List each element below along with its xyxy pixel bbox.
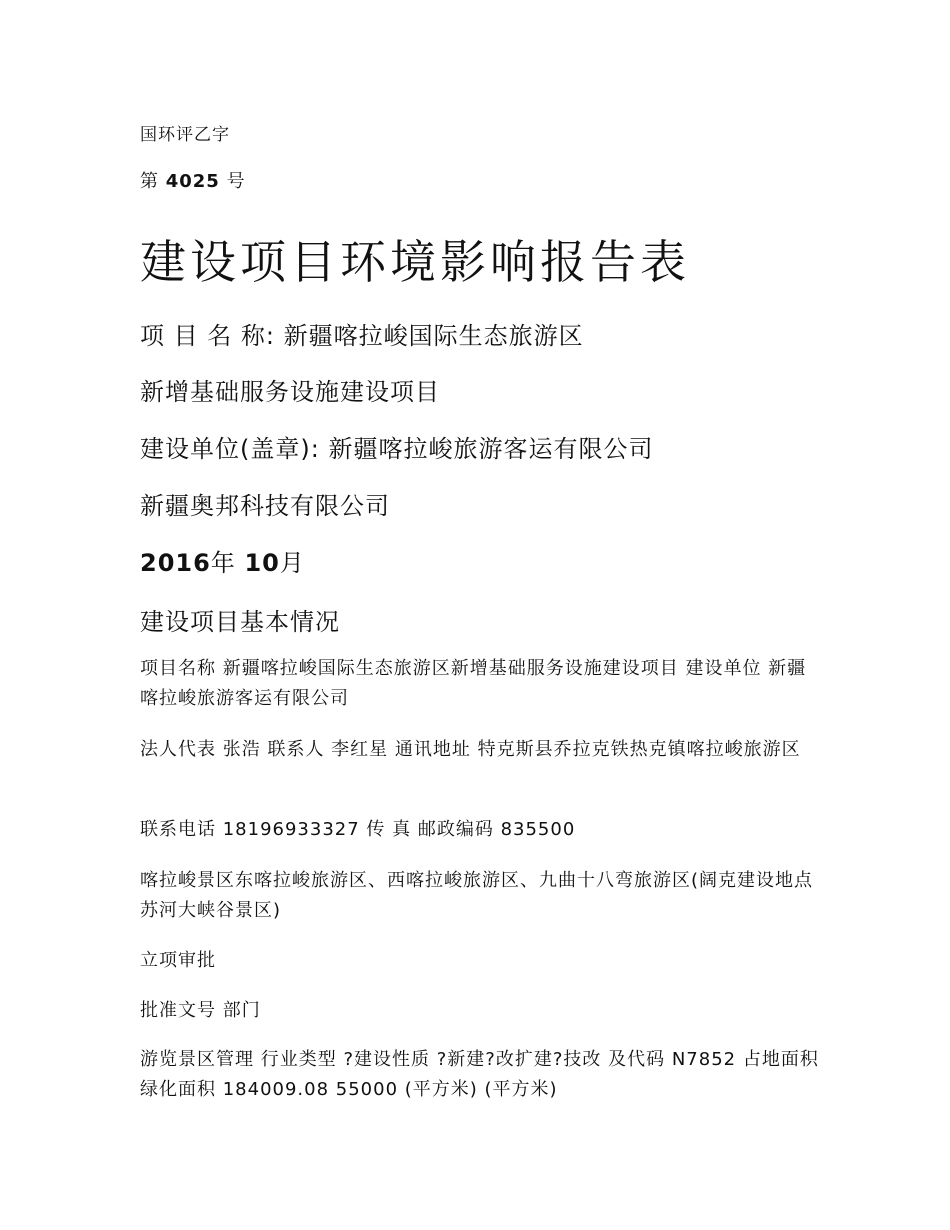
number-value: 4025 [165,171,220,192]
info-paragraph-approval-number: 批准文号 部门 [140,1000,261,1021]
certificate-line: 国环评乙字 [140,125,230,145]
report-date [140,543,305,578]
info-paragraph-approval: 立项审批 [140,950,216,971]
info-paragraph-location: 喀拉峻景区东喀拉峻旅游区、西喀拉峻旅游区、九曲十八弯旅游区(阔克建设地点 苏河大峡谷景区) [140,870,814,921]
info-paragraph-contact: 法人代表 张浩 联系人 李红星 通讯地址 特克斯县乔拉克铁热克镇喀拉峻旅游区 [140,739,801,760]
prepared-by-line: 新疆奥邦科技有限公司 [140,492,390,520]
info-paragraph-phone: 联系电话 18196933327 传 真 邮政编码 835500 [140,819,576,840]
section-title: 建设项目基本情况 [140,608,340,636]
date-month-char: 月 [279,549,305,577]
certificate-number [140,167,246,193]
document-title: 建设项目环境影响报告表 [140,235,690,289]
info-paragraph-project: 项目名称 新疆喀拉峻国际生态旅游区新增基础服务设施建设项目 建设单位 新疆喀拉峻旅游客运有限公司 [140,658,807,709]
date-month: 10 [244,549,280,577]
date-year: 2016 [140,549,211,577]
number-prefix: 第 [140,171,159,192]
project-name-continued: 新增基础服务设施建设项目 [140,378,440,406]
project-name-line: 项 目 名 称: 新疆喀拉峻国际生态旅游区 [140,322,584,350]
info-paragraph-industry: 游览景区管理 行业类型 ?建设性质 ?新建?改扩建?技改 及代码 N7852 占地面积 绿化面积 184009.08 55000 (平方米) (平方米) [140,1049,819,1100]
date-year-char: 年 [210,549,236,577]
construction-unit-line: 建设单位(盖章): 新疆喀拉峻旅游客运有限公司 [140,435,654,463]
number-suffix: 号 [226,171,246,192]
